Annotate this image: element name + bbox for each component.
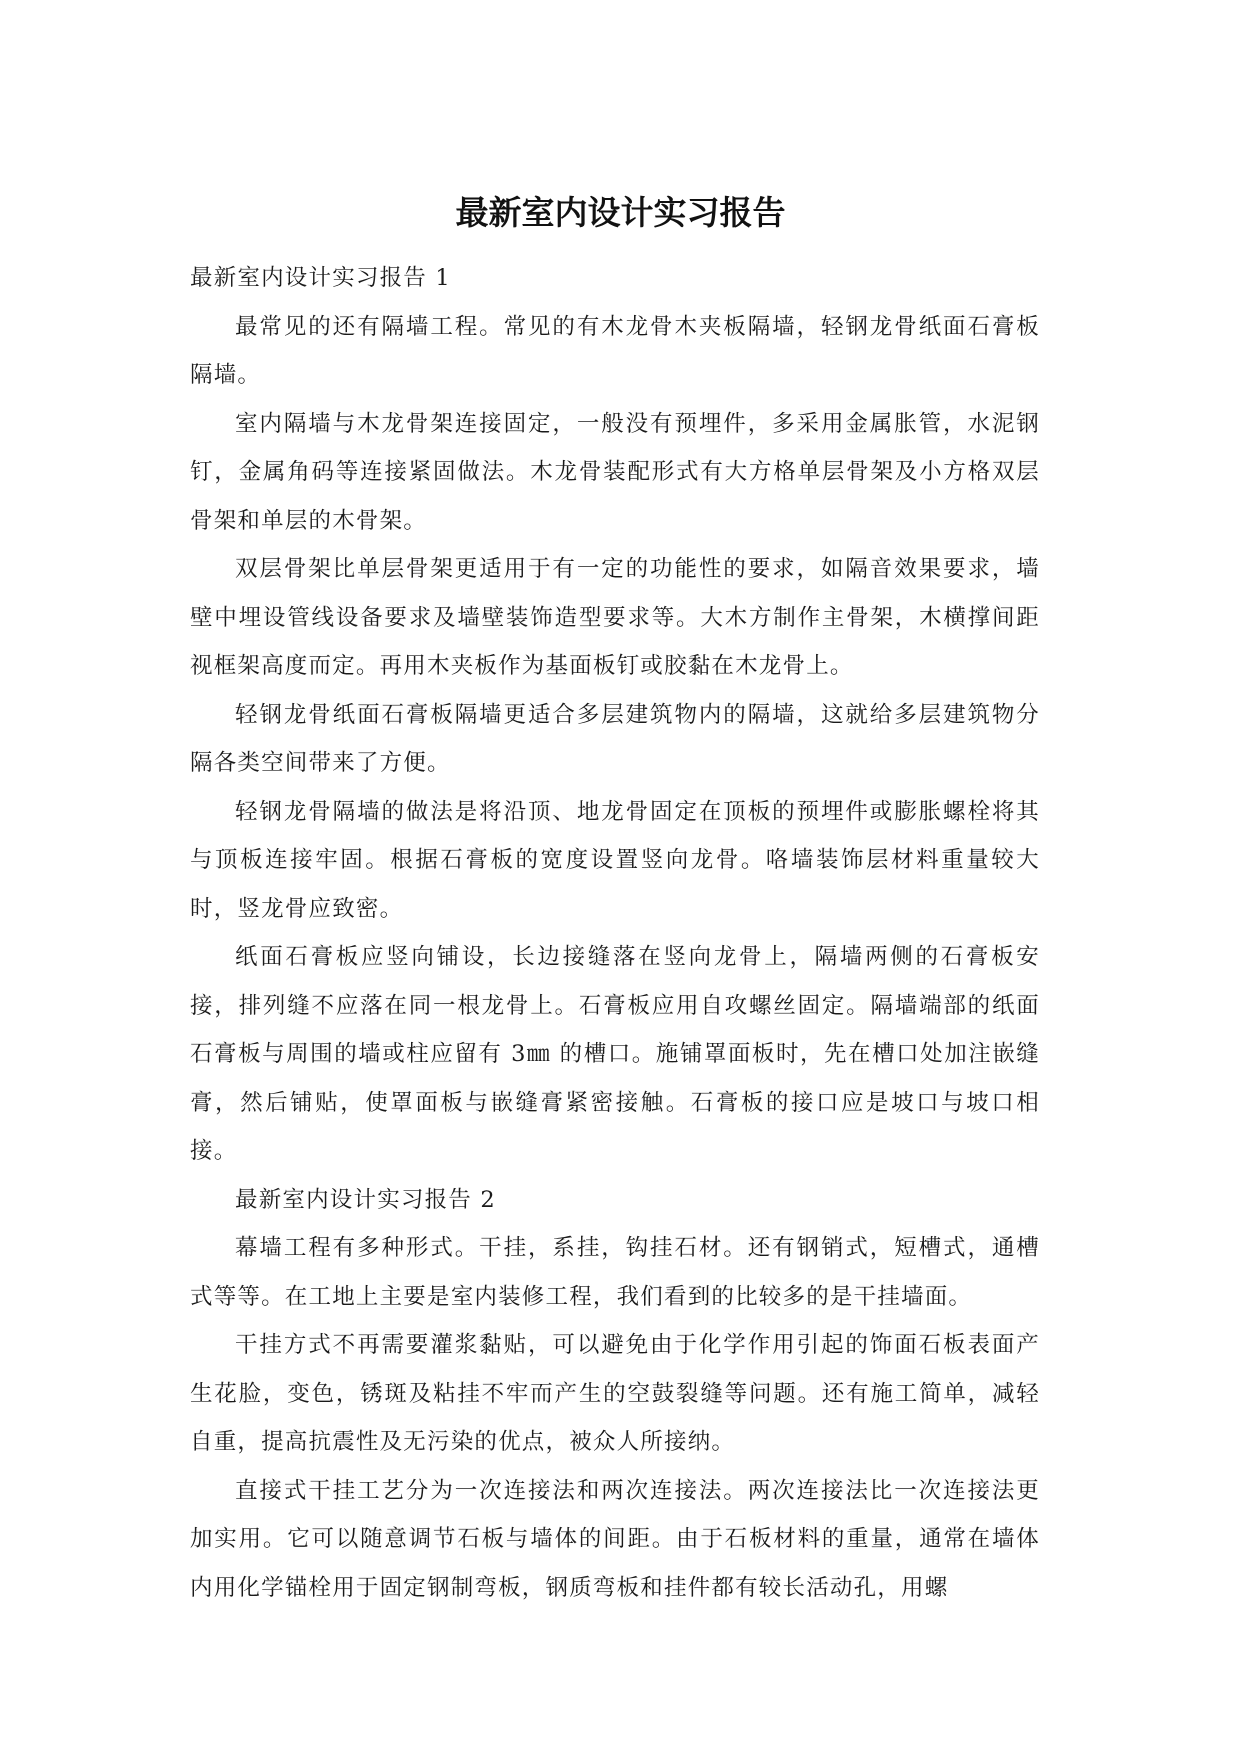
paragraph: 室内隔墙与木龙骨架连接固定，一般没有预埋件，多采用金属胀管，水泥钢钉，金属角码等连接紧固做法。木龙骨装配形式有大方格单层骨架及小方格双层骨架和单层的木骨架。 [190,410,1040,534]
paragraph: 纸面石膏板应竖向铺设，长边接缝落在竖向龙骨上，隔墙两侧的石膏板安接，排列缝不应落在同一根龙骨上。石膏板应用自攻螺丝固定。隔墙端部的纸面石膏板与周围的墙或柱应留有 3㎜ 的槽口。施铺罩面板时，先在槽口处加注嵌缝膏，然后铺贴，使罩面板与嵌缝膏紧密接触。石膏板的接口应是坡口与坡口相接。 [190,944,1040,1164]
document-title: 最新室内设计实习报告 [455,193,786,232]
document-body [190,254,1040,1612]
section-heading-2: 最新室内设计实习报告 2 [235,1186,496,1213]
section-heading-1: 最新室内设计实习报告 1 [190,265,451,291]
paragraph: 双层骨架比单层骨架更适用于有一定的功能性的要求，如隔音效果要求，墙壁中埋设管线设备要求及墙壁装饰造型要求等。大木方制作主骨架，木横撑间距视框架高度而定。再用木夹板作为基面板钉或胶黏在木龙骨上。 [190,556,1040,679]
paragraph: 干挂方式不再需要灌浆黏贴，可以避免由于化学作用引起的饰面石板表面产生花脸，变色，锈斑及粘挂不牢而产生的空鼓裂缝等问题。还有施工简单，减轻自重，提高抗震性及无污染的优点，被众人所接纳。 [190,1332,1040,1455]
paragraph: 最常见的还有隔墙工程。常见的有木龙骨木夹板隔墙，轻钢龙骨纸面石膏板隔墙。 [190,313,1040,388]
paragraph: 幕墙工程有多种形式。干挂，系挂，钩挂石材。还有钢销式，短槽式，通槽式等等。在工地上主要是室内装修工程，我们看到的比较多的是干挂墙面。 [190,1235,1040,1310]
paragraph: 轻钢龙骨隔墙的做法是将沿顶、地龙骨固定在顶板的预埋件或膨胀螺栓将其与顶板连接牢固。根据石膏板的宽度设置竖向龙骨。咯墙装饰层材料重量较大时，竖龙骨应致密。 [190,798,1040,922]
paragraph: 直接式干挂工艺分为一次连接法和两次连接法。两次连接法比一次连接法更加实用。它可以随意调节石板与墙体的间距。由于石板材料的重量，通常在墙体内用化学锚栓用于固定钢制弯板，钢质弯板和挂件都有较长活动孔，用螺 [190,1477,1040,1601]
paragraph: 轻钢龙骨纸面石膏板隔墙更适合多层建筑物内的隔墙，这就给多层建筑物分隔各类空间带来了方便。 [190,701,1040,776]
